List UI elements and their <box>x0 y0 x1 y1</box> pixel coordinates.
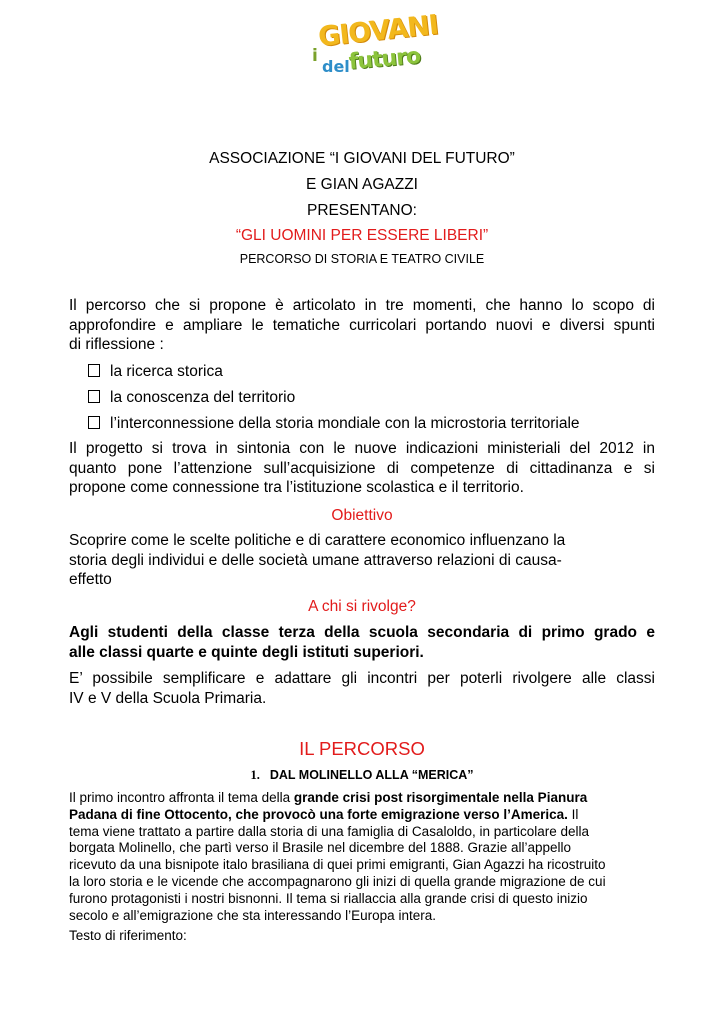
percorso-line: la loro storia e le vicende che accompagnarono gli inizi di quella grande migrazione de cui <box>69 873 606 889</box>
percorso-line: borgata Molinello, che partì verso il Brasile nel dicembre del 1888. Grazie all’appello <box>69 840 572 856</box>
project-paragraph <box>69 439 655 498</box>
audience-heading: A chi si rivolge? <box>308 598 416 615</box>
percorso-line: Padana di fine Ottocento, che provocò una forte emigrazione verso l’America. Il <box>69 806 579 822</box>
audience-line: IV e V della Scuola Primaria. <box>69 689 267 707</box>
objective-line: storia degli individui e delle società umane attraverso relazioni di causa- <box>69 551 562 569</box>
intro-line: di riflessione : <box>69 336 164 353</box>
association-line: ASSOCIAZIONE “I GIOVANI DEL FUTURO” <box>209 150 515 167</box>
bullet-item: la conoscenza del territorio <box>88 388 295 407</box>
logo-futuro: futuro <box>347 43 422 75</box>
percorso-line: tema viene trattato a partire dalla storia di una famiglia di Casaloldo, in particolare della <box>69 823 590 839</box>
reference-label: Testo di riferimento: <box>69 928 187 944</box>
objective-line: effetto <box>69 571 112 588</box>
presentano-line: PRESENTANO: <box>307 202 417 219</box>
giovani-del-futuro-logo <box>312 9 440 78</box>
checkbox-bullet-icon <box>88 364 100 377</box>
show-title: “GLI UOMINI PER ESSERE LIBERI” <box>235 227 489 244</box>
step-title <box>0 768 724 783</box>
bullet-item: l’interconnessione della storia mondiale con la microstoria territoriale <box>88 414 580 433</box>
percorso-heading: IL PERCORSO <box>299 738 425 759</box>
intro-line: Il percorso che si propone è articolato in tre momenti, che hanno lo scopo di <box>69 297 655 314</box>
logo-i: i <box>312 46 318 66</box>
percorso-line: ricevuto da una bisnipote italo brasiliana di quei primi emigranti, Gian Agazzi ha ricostruito <box>69 857 606 873</box>
step-number: 1. <box>250 768 260 782</box>
bullet-item: la ricerca storica <box>88 362 223 381</box>
percorso-line: Il primo incontro affronta il tema della grande crisi post risorgimentale nella Pianura <box>69 790 588 805</box>
objective-paragraph <box>69 531 621 590</box>
checkbox-bullet-icon <box>88 416 100 429</box>
project-line: propone come connessione tra l’istituzione scolastica e il territorio. <box>69 479 524 496</box>
percorso-paragraph <box>69 790 657 945</box>
audience-bold-paragraph <box>69 623 655 662</box>
intro-line: approfondire e ampliare le tematiche curricolari portando nuovi e diversi spunti <box>69 316 655 334</box>
objective-line: Scoprire come le scelte politiche e di carattere economico influenzano la <box>69 532 566 549</box>
show-subtitle: PERCORSO DI STORIA E TEATRO CIVILE <box>239 252 485 266</box>
percorso-line: furono protagonisti i nostri bisnonni. Il tema si riallaccia alla grande crisi di questo inizio <box>69 890 588 906</box>
checkbox-bullet-icon <box>88 390 100 403</box>
objective-heading: Obiettivo <box>331 507 393 524</box>
audience-paragraph <box>69 669 655 708</box>
audience-line: E’ possibile semplificare e adattare gli incontri per poterli rivolgere alle classi <box>69 670 655 687</box>
audience-line: Agli studenti della classe terza della scuola secondaria di primo grado e <box>69 624 655 641</box>
audience-line: alle classi quarte e quinte degli istituti superiori. <box>69 643 424 661</box>
percorso-line: secolo e all’emigrazione che sta interessando l’Europa intera. <box>69 907 436 923</box>
presenter-line: E GIAN AGAZZI <box>306 176 418 193</box>
logo-del: del <box>322 57 350 76</box>
project-line: quanto pone l’attenzione sull’acquisizione di competenze di cittadinanza e si <box>69 459 655 477</box>
step-title-text: DAL MOLINELLO ALLA “MERICA” <box>269 768 474 782</box>
logo-giovani: GIOVANI <box>316 9 440 53</box>
intro-paragraph <box>69 296 655 355</box>
project-line: Il progetto si trova in sintonia con le nuove indicazioni ministeriali del 2012 in <box>69 440 655 457</box>
